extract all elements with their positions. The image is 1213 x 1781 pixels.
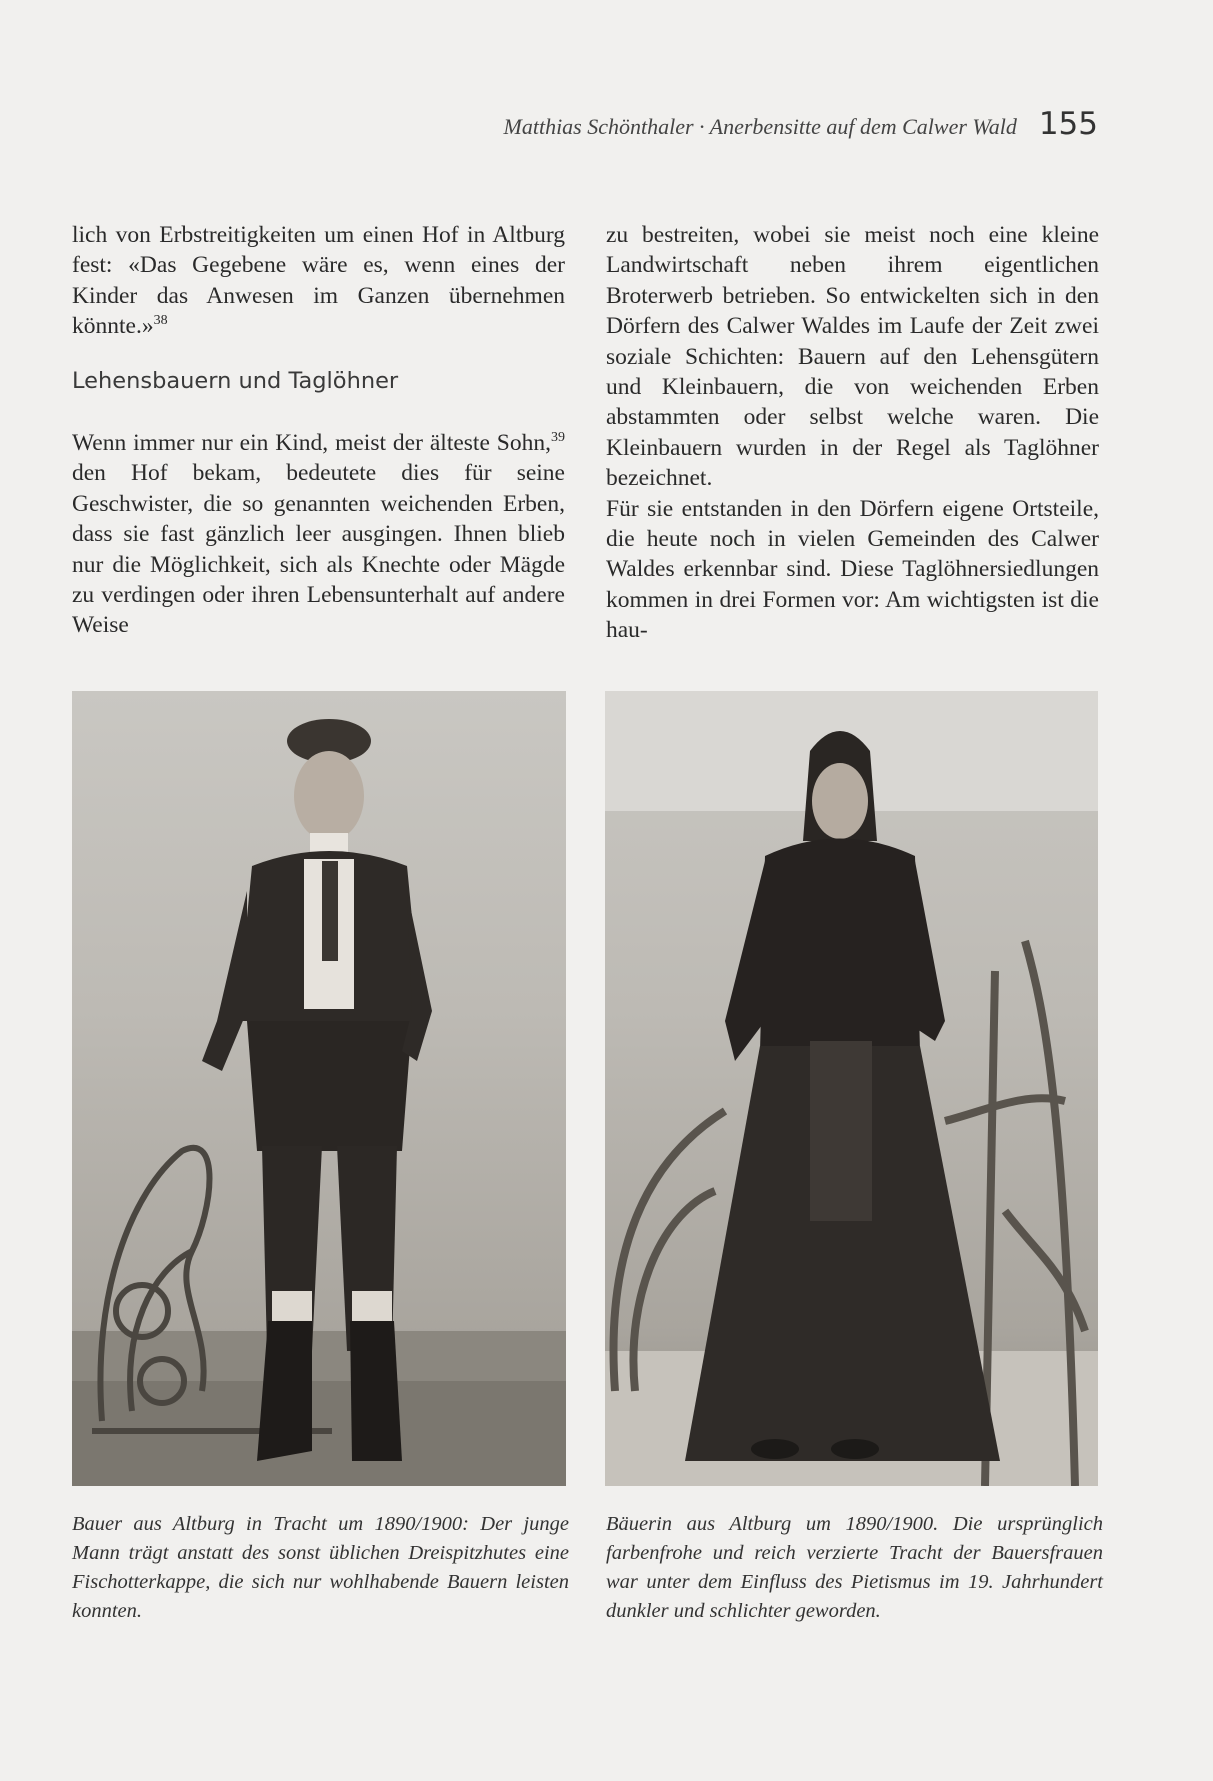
farmer-figure-illustration: [72, 691, 566, 1486]
running-header: [504, 106, 1098, 142]
photo-farmwife: [605, 691, 1098, 1486]
paragraph: zu bestreiten, wobei sie meist noch eine kleine Landwirtschaft neben ihrem eigentlichen Broterwerb betrieben. So entwickelten sich in den Dörfern des Calwer Waldes im Laufe der Zeit zwei soziale Schichten: Bauern auf den Lehensgütern und Kleinbauern, die von weichenden Erben abstammten oder selbst welche waren. Die Kleinbauern wurden in der Regel als Taglöhner bezeichnet.: [606, 222, 1099, 492]
footnote-ref: 39: [551, 430, 565, 446]
paragraph-text: Wenn immer nur ein Kind, meist der älteste Sohn,: [72, 430, 551, 457]
farmwife-figure-illustration: [605, 691, 1098, 1486]
running-title: Matthias Schönthaler · Anerbensitte auf dem Calwer Wald: [503, 114, 1017, 139]
page-number: 155: [1038, 106, 1098, 142]
paragraph: [72, 220, 565, 342]
photo-caption-farmwife: Bäuerin aus Altburg um 1890/1900. Die ursprünglich farbenfrohe und reich verzierte Tracht der Bauersfrauen war unter dem Einfluss des Pietismus im 19. Jahrhundert dunkler und schlichter geworden.: [606, 1513, 1103, 1622]
section-heading: Lehensbauern und Taglöhner: [72, 367, 399, 394]
photo-caption-farmer: Bauer aus Altburg in Tracht um 1890/1900: Der junge Mann trägt anstatt des sonst üblichen Dreispitzhutes eine Fischotterkappe, die sich nur wohlhabende Bauern leisten konnten.: [72, 1513, 569, 1622]
paragraph: [72, 428, 565, 641]
right-text-column: [606, 220, 1099, 646]
footnote-ref: 38: [153, 313, 168, 329]
paragraph-text: den Hof bekam, bedeutete dies für seine Geschwister, die so genannten weichenden Erben, dass sie fast gänzlich leer ausgingen. Ihnen blieb nur die Möglichkeit, sich als Knechte oder Mägde zu verdingen oder ihren Lebensunterhalt auf andere Weise: [72, 460, 565, 639]
paragraph-text: lich von Erbstreitigkeiten um einen Hof in Altburg fest: «Das Gegebene wäre es, wenn eines der Kinder das Anwesen im Ganzen übernehmen könnte.»: [72, 222, 565, 340]
photo-farmer: [72, 691, 566, 1486]
paragraph: Für sie entstanden in den Dörfern eigene Ortsteile, die heute noch in vielen Gemeinden des Calwer Waldes erkennbar sind. Diese Taglöhnersiedlungen kommen in drei Formen vor: Am wichtigsten ist die hau-: [606, 495, 1099, 644]
left-text-column: [72, 220, 565, 641]
